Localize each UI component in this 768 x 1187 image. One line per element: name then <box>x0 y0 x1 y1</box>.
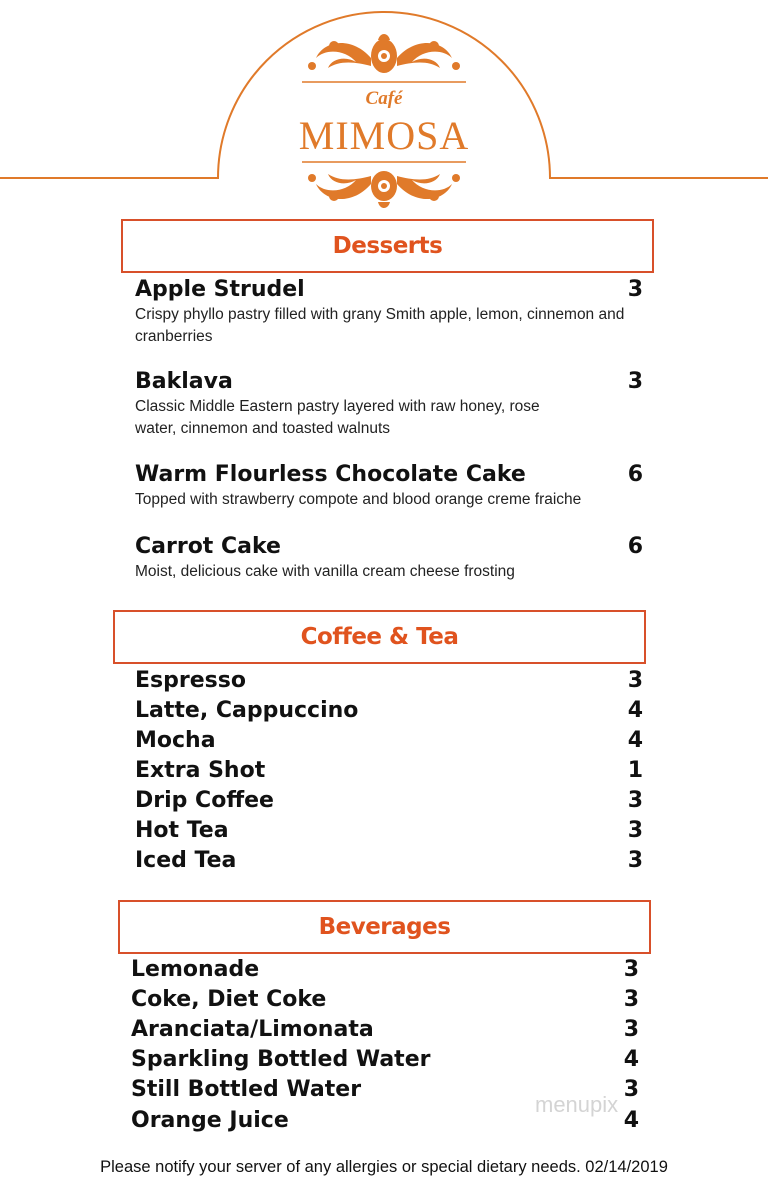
item-price: 6 <box>627 462 643 487</box>
item-price: 3 <box>623 1077 639 1102</box>
item-price: 4 <box>627 698 643 723</box>
item-name: Iced Tea <box>135 848 237 873</box>
item-description: Classic Middle Eastern pastry layered with raw honey, rose water, cinnemon and toasted walnuts <box>135 398 540 437</box>
item-name: Carrot Cake <box>135 534 281 559</box>
footer-allergy-note: Please notify your server of any allergies or special dietary needs. 02/14/2019 <box>100 1158 668 1176</box>
item-name: Warm Flourless Chocolate Cake <box>135 462 526 487</box>
item-name: Aranciata/Limonata <box>131 1017 374 1042</box>
item-name: Lemonade <box>131 957 260 982</box>
section-header-beverages <box>118 900 651 954</box>
item-description: Topped with strawberry compote and blood orange creme fraiche <box>135 491 582 508</box>
cafe-name: MIMOSA <box>298 113 470 158</box>
item-price: 3 <box>627 277 643 302</box>
cafe-label: Café <box>365 88 403 109</box>
item-name: Coke, Diet Coke <box>131 987 327 1012</box>
item-description: Crispy phyllo pastry filled with grany Smith apple, lemon, cinnemon and cranberries <box>135 306 625 345</box>
item-description: Moist, delicious cake with vanilla cream cheese frosting <box>135 563 515 580</box>
item-name: Apple Strudel <box>135 277 305 302</box>
item-price: 6 <box>627 534 643 559</box>
item-name: Hot Tea <box>135 818 229 843</box>
item-price: 3 <box>627 818 643 843</box>
section-title: Beverages <box>318 914 451 940</box>
item-name: Still Bottled Water <box>131 1077 362 1102</box>
item-price: 3 <box>623 987 639 1012</box>
item-name: Espresso <box>135 668 246 693</box>
item-price: 4 <box>623 1047 639 1072</box>
item-price: 3 <box>627 788 643 813</box>
section-header-desserts <box>121 219 654 273</box>
item-name: Baklava <box>135 369 233 394</box>
item-price: 3 <box>627 848 643 873</box>
top-ornament-icon <box>308 34 460 73</box>
item-name: Mocha <box>135 728 216 753</box>
item-name: Latte, Cappuccino <box>135 698 359 723</box>
bottom-ornament-icon <box>308 171 460 208</box>
section-header-coffee-tea <box>113 610 646 664</box>
item-price: 3 <box>623 957 639 982</box>
item-price: 4 <box>627 728 643 753</box>
item-price: 3 <box>627 668 643 693</box>
watermark: menupix <box>535 1092 619 1117</box>
item-price: 3 <box>627 369 643 394</box>
section-title: Coffee & Tea <box>300 624 459 650</box>
item-name: Drip Coffee <box>135 788 274 813</box>
item-price: 1 <box>627 758 643 783</box>
section-title: Desserts <box>332 233 443 259</box>
item-price: 4 <box>623 1108 639 1133</box>
item-name: Orange Juice <box>131 1108 289 1133</box>
item-name: Sparkling Bottled Water <box>131 1047 431 1072</box>
item-name: Extra Shot <box>135 758 266 783</box>
item-price: 3 <box>623 1017 639 1042</box>
